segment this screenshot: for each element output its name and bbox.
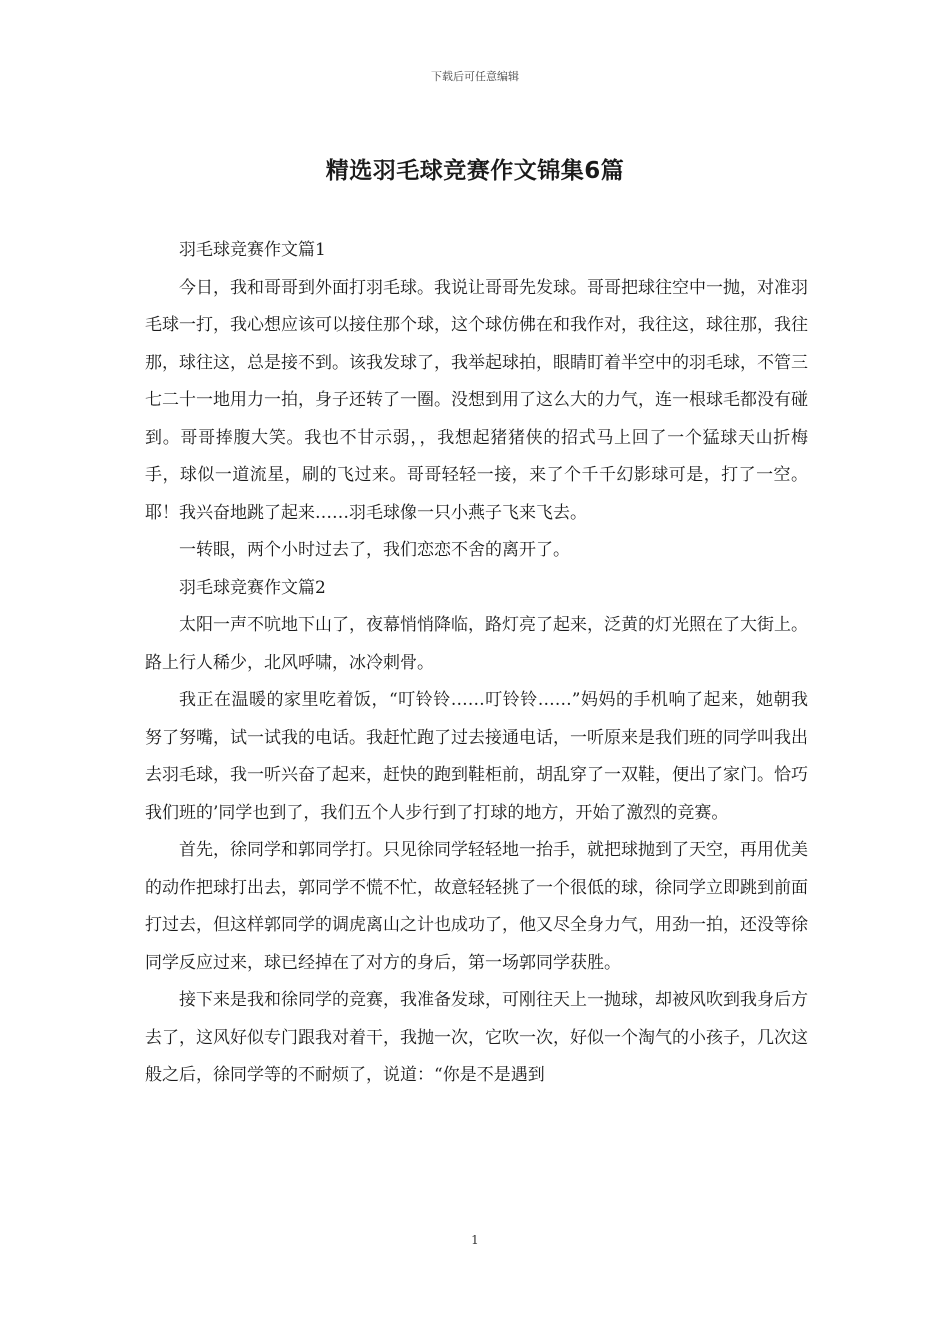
paragraph: 接下来是我和徐同学的竞赛，我准备发球，可刚往天上一抛球，却被风吹到我身后方去了，这风好似专门跟我对着干，我抛一次，它吹一次，好似一个淘气的小孩子，几次这般之后，徐同学等的不耐烦了，说道：“你是不是遇到 (145, 990, 808, 1085)
document-body (145, 232, 808, 1095)
paragraph: 今日，我和哥哥到外面打羽毛球。我说让哥哥先发球。哥哥把球往空中一抛，对准羽毛球一打，我心想应该可以接住那个球，这个球仿佛在和我作对，我往这，球往那，我往那，球往这，总是接不到。该我发球了，我举起球拍，眼睛盯着半空中的羽毛球，不管三七二十一地用力一拍，身子还转了一圈。没想到用了这么大的力气，连一根球毛都没有碰到。哥哥捧腹大笑。我也不甘示弱，，我想起猪猪侠的招式马上回了一个猛球天山折梅手，球似一道流星，刷的飞过来。哥哥轻轻一接，来了个千千幻影球可是，打了一空。耶！我兴奋地跳了起来……羽毛球像一只小燕子飞来飞去。 (145, 277, 808, 523)
header-note: 下载后可任意编辑 (431, 70, 519, 83)
paragraph: 太阳一声不吭地下山了，夜幕悄悄降临，路灯亮了起来，泛黄的灯光照在了大街上。路上行人稀少，北风呼啸，冰冷刺骨。 (145, 615, 808, 673)
section-heading: 羽毛球竞赛作文篇1 (179, 240, 326, 260)
paragraph: 首先，徐同学和郭同学打。只见徐同学轻轻地一抬手，就把球抛到了天空，再用优美的动作把球打出去，郭同学不慌不忙，故意轻轻挑了一个很低的球，徐同学立即跳到前面打过去，但这样郭同学的调虎离山之计也成功了，他又尽全身力气，用劲一拍，还没等徐同学反应过来，球已经掉在了对方的身后，第一场郭同学获胜。 (145, 840, 808, 973)
page-number: 1 (471, 1233, 479, 1247)
paragraph: 一转眼，两个小时过去了，我们恋恋不舍的离开了。 (179, 540, 570, 560)
document-title: 精选羽毛球竞赛作文锦集6篇 (325, 158, 625, 184)
section-heading: 羽毛球竞赛作文篇2 (179, 577, 326, 598)
paragraph: 我正在温暖的家里吃着饭，“叮铃铃……叮铃铃……”妈妈的手机响了起来，她朝我努了努嘴，试一试我的电话。我赶忙跑了过去接通电话，一听原来是我们班的同学叫我出去羽毛球，我一听兴奋了起来，赶快的跑到鞋柜前，胡乱穿了一双鞋，便出了家门。恰巧我们班的’同学也到了，我们五个人步行到了打球的地方，开始了激烈的竞赛。 (145, 690, 808, 823)
